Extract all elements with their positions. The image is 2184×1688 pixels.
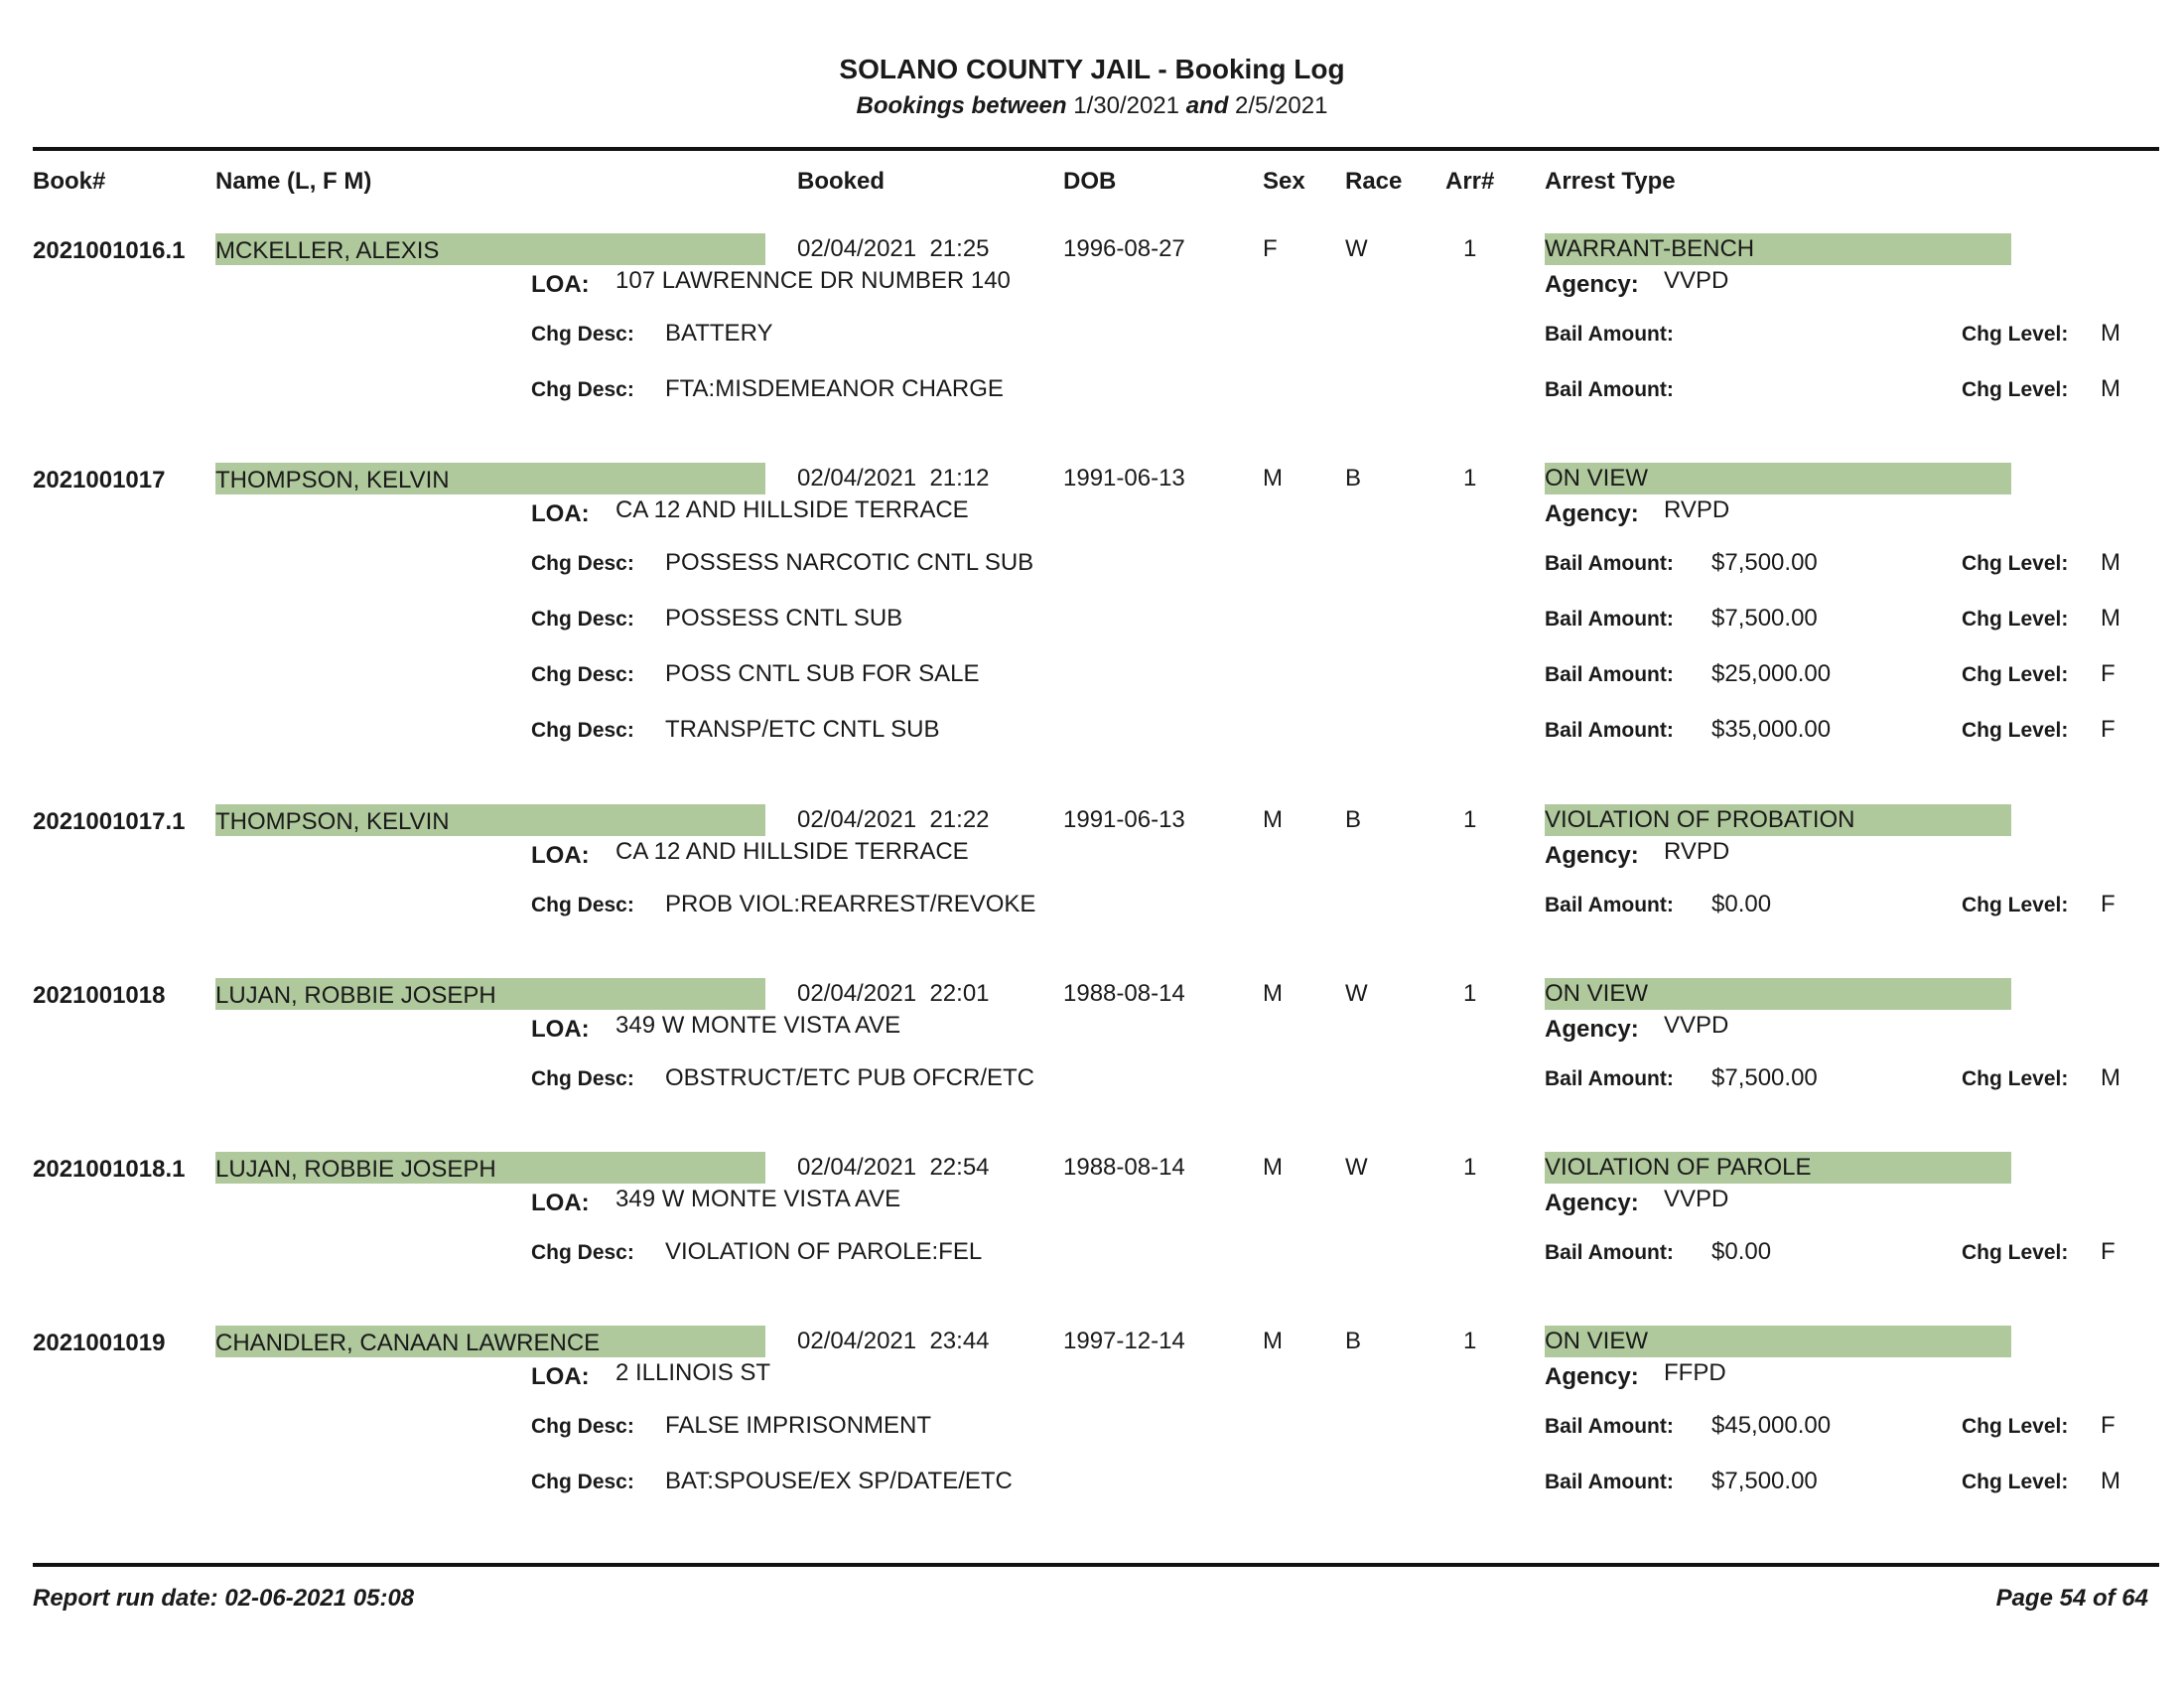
race: B [1345,465,1362,492]
agency-label: Agency: [1545,271,1639,298]
top-rule [33,147,2159,151]
arrest-type: ON VIEW [1545,1328,1649,1354]
sex: M [1263,1328,1283,1354]
date-of-birth: 1991-06-13 [1063,465,1185,492]
header-race: Race [1345,168,1403,195]
arrest-type: VIOLATION OF PAROLE [1545,1154,1812,1181]
charge-description: FTA:MISDEMEANOR CHARGE [665,375,1004,402]
charge-desc-label: Chg Desc: [531,1067,634,1090]
inmate-name: MCKELLER, ALEXIS [215,237,440,264]
charge-description: POSSESS NARCOTIC CNTL SUB [665,549,1034,576]
arrest-type: WARRANT-BENCH [1545,235,1755,262]
bail-amount-label: Bail Amount: [1545,1067,1674,1090]
arrest-number: 1 [1463,235,1477,262]
loa-label: LOA: [531,271,590,298]
loa-label: LOA: [531,500,590,527]
agency-label: Agency: [1545,1363,1639,1390]
page-number: Page 54 of 64 [1995,1585,2148,1612]
charge-desc-label: Chg Desc: [531,552,634,575]
race: W [1345,1154,1368,1181]
booked-datetime: 02/04/2021 21:22 [797,806,990,833]
sex: M [1263,980,1283,1007]
agency-label: Agency: [1545,500,1639,527]
charge-level: M [2101,375,2120,402]
bail-amount-label: Bail Amount: [1545,719,1674,742]
charge-level-label: Chg Level: [1962,1067,2069,1090]
booked-datetime: 02/04/2021 21:25 [797,235,990,262]
charge-level: M [2101,320,2120,347]
bail-amount: $0.00 [1711,1238,1772,1265]
bail-amount: $7,500.00 [1711,605,1818,632]
booking-number: 2021001019 [33,1330,166,1356]
inmate-name: LUJAN, ROBBIE JOSEPH [215,1156,496,1183]
sex: M [1263,806,1283,833]
subtitle-prefix: Bookings between [856,92,1067,119]
bail-amount-label: Bail Amount: [1545,894,1674,916]
arrest-type: ON VIEW [1545,980,1649,1007]
race: B [1345,1328,1362,1354]
booked-datetime: 02/04/2021 23:44 [797,1328,990,1354]
loa-label: LOA: [531,1363,590,1390]
report-title: SOLANO COUNTY JAIL - Booking Log [839,54,1345,84]
arrest-type: ON VIEW [1545,465,1649,492]
charge-desc-label: Chg Desc: [531,1415,634,1438]
charge-level: F [2101,1412,2116,1439]
bail-amount: $35,000.00 [1711,716,1832,743]
charge-desc-label: Chg Desc: [531,608,634,631]
bail-amount-label: Bail Amount: [1545,663,1674,686]
bottom-rule [33,1563,2159,1567]
report-subtitle [0,92,2184,120]
bail-amount-label: Bail Amount: [1545,1471,1674,1493]
race: W [1345,980,1368,1007]
charge-desc-label: Chg Desc: [531,894,634,916]
booked-datetime: 02/04/2021 21:12 [797,465,990,492]
inmate-name: THOMPSON, KELVIN [215,808,450,835]
sex: F [1263,235,1278,262]
charge-level-label: Chg Level: [1962,608,2069,631]
header-name: Name (L, F M) [215,168,372,195]
charge-description: FALSE IMPRISONMENT [665,1412,932,1439]
booking-number: 2021001018.1 [33,1156,186,1183]
agency-value: VVPD [1664,1186,1729,1212]
inmate-name: LUJAN, ROBBIE JOSEPH [215,982,496,1009]
agency-value: RVPD [1664,838,1730,865]
charge-level-label: Chg Level: [1962,1241,2069,1264]
booking-number: 2021001018 [33,982,166,1009]
sex: M [1263,465,1283,492]
charge-description: PROB VIOL:REARREST/REVOKE [665,891,1036,917]
booked-datetime: 02/04/2021 22:01 [797,980,990,1007]
agency-value: RVPD [1664,496,1730,523]
bail-amount: $25,000.00 [1711,660,1832,687]
charge-description: BAT:SPOUSE/EX SP/DATE/ETC [665,1468,1013,1494]
charge-description: POSS CNTL SUB FOR SALE [665,660,980,687]
date-of-birth: 1997-12-14 [1063,1328,1185,1354]
agency-label: Agency: [1545,1016,1639,1043]
charge-level: F [2101,1238,2116,1265]
charge-desc-label: Chg Desc: [531,663,634,686]
bail-amount: $7,500.00 [1711,1064,1818,1091]
header-booked: Booked [797,168,886,195]
bail-amount: $7,500.00 [1711,1468,1818,1494]
loa-value: 107 LAWRENNCE DR NUMBER 140 [615,267,1011,294]
bail-amount-label: Bail Amount: [1545,1415,1674,1438]
booked-datetime: 02/04/2021 22:54 [797,1154,990,1181]
charge-description: POSSESS CNTL SUB [665,605,903,632]
charge-desc-label: Chg Desc: [531,323,634,346]
subtitle-and: and [1185,92,1229,119]
charge-level-label: Chg Level: [1962,663,2069,686]
charge-description: VIOLATION OF PAROLE:FEL [665,1238,983,1265]
agency-value: VVPD [1664,267,1729,294]
bail-amount-label: Bail Amount: [1545,1241,1674,1264]
charge-level-label: Chg Level: [1962,1471,2069,1493]
agency-value: FFPD [1664,1359,1726,1386]
header-arr: Arr# [1445,168,1495,195]
loa-label: LOA: [531,1016,590,1043]
header-book: Book# [33,168,106,195]
header-dob: DOB [1063,168,1117,195]
race: W [1345,235,1368,262]
loa-value: CA 12 AND HILLSIDE TERRACE [615,838,969,865]
loa-label: LOA: [531,842,590,869]
charge-level-label: Chg Level: [1962,719,2069,742]
bail-amount-label: Bail Amount: [1545,378,1674,401]
charge-desc-label: Chg Desc: [531,719,634,742]
start-date: 1/30/2021 [1073,92,1180,119]
booking-number: 2021001017 [33,467,166,493]
charge-desc-label: Chg Desc: [531,1241,634,1264]
agency-label: Agency: [1545,842,1639,869]
charge-desc-label: Chg Desc: [531,1471,634,1493]
charge-description: TRANSP/ETC CNTL SUB [665,716,940,743]
charge-level: M [2101,1468,2120,1494]
bail-amount: $45,000.00 [1711,1412,1832,1439]
date-of-birth: 1996-08-27 [1063,235,1185,262]
bail-amount-label: Bail Amount: [1545,552,1674,575]
date-of-birth: 1988-08-14 [1063,980,1185,1007]
sex: M [1263,1154,1283,1181]
charge-level: F [2101,891,2116,917]
booking-number: 2021001017.1 [33,808,186,835]
inmate-name: THOMPSON, KELVIN [215,467,450,493]
agency-value: VVPD [1664,1012,1729,1039]
race: B [1345,806,1362,833]
arrest-number: 1 [1463,1154,1477,1181]
charge-level-label: Chg Level: [1962,1415,2069,1438]
charge-level-label: Chg Level: [1962,894,2069,916]
charge-level: F [2101,660,2116,687]
charge-description: OBSTRUCT/ETC PUB OFCR/ETC [665,1064,1035,1091]
header-sex: Sex [1263,168,1305,195]
report-run-date: Report run date: 02-06-2021 05:08 [33,1585,415,1612]
date-of-birth: 1988-08-14 [1063,1154,1185,1181]
header-arrest-type: Arrest Type [1545,168,1676,195]
arrest-number: 1 [1463,1328,1477,1354]
arrest-type: VIOLATION OF PROBATION [1545,806,1855,833]
charge-level-label: Chg Level: [1962,378,2069,401]
charge-description: BATTERY [665,320,773,347]
end-date: 2/5/2021 [1235,92,1328,119]
arrest-number: 1 [1463,980,1477,1007]
charge-level: M [2101,605,2120,632]
arrest-number: 1 [1463,465,1477,492]
bail-amount: $7,500.00 [1711,549,1818,576]
bail-amount: $0.00 [1711,891,1772,917]
charge-level: M [2101,1064,2120,1091]
charge-level-label: Chg Level: [1962,323,2069,346]
bail-amount-label: Bail Amount: [1545,608,1674,631]
booking-number: 2021001016.1 [33,237,186,264]
bail-amount-label: Bail Amount: [1545,323,1674,346]
charge-desc-label: Chg Desc: [531,378,634,401]
charge-level: M [2101,549,2120,576]
loa-value: 2 ILLINOIS ST [615,1359,771,1386]
inmate-name: CHANDLER, CANAAN LAWRENCE [215,1330,601,1356]
arrest-number: 1 [1463,806,1477,833]
charge-level-label: Chg Level: [1962,552,2069,575]
loa-value: 349 W MONTE VISTA AVE [615,1012,901,1039]
date-of-birth: 1991-06-13 [1063,806,1185,833]
loa-value: 349 W MONTE VISTA AVE [615,1186,901,1212]
agency-label: Agency: [1545,1190,1639,1216]
loa-label: LOA: [531,1190,590,1216]
loa-value: CA 12 AND HILLSIDE TERRACE [615,496,969,523]
charge-level: F [2101,716,2116,743]
